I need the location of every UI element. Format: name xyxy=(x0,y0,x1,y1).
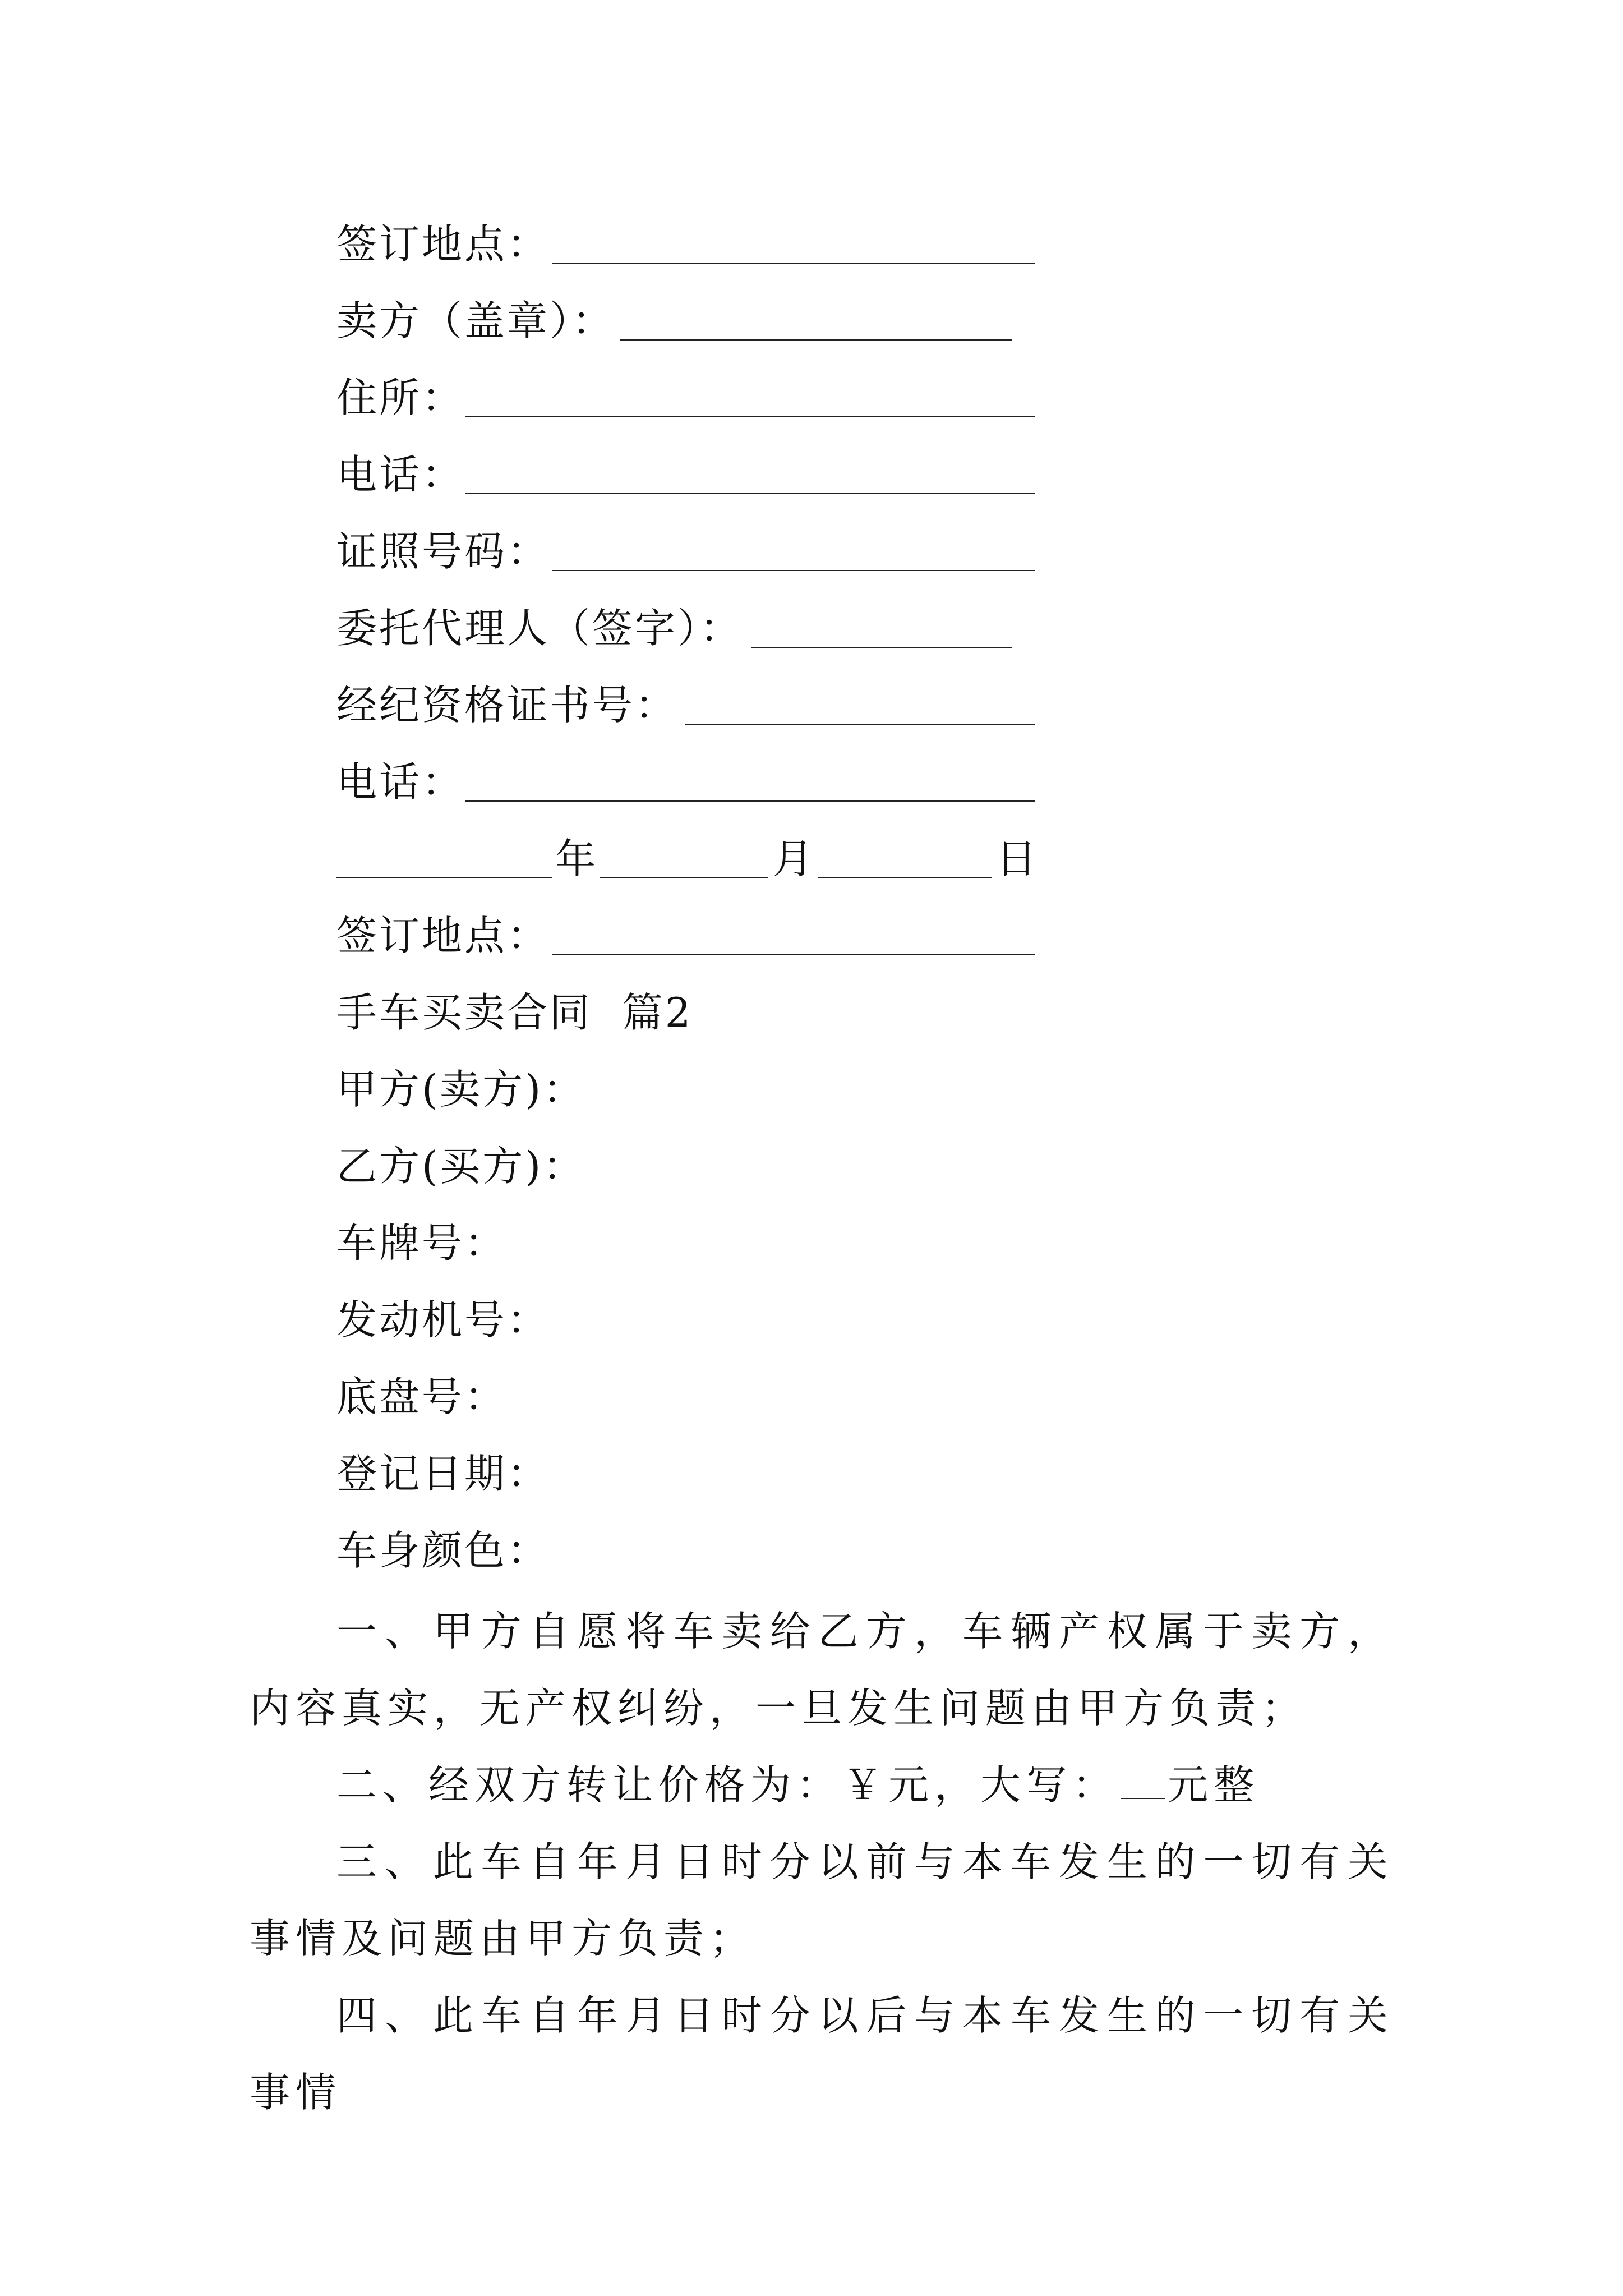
agent-signature-label: 委托代理人（签字）： xyxy=(336,605,743,652)
seller-seal-field xyxy=(336,290,615,352)
clause-3: 三、此车自年月日时分以前与本车发生的一切有关事情及问题由甲方负责； xyxy=(250,1838,1394,1962)
signing-place-field xyxy=(336,213,550,275)
year-label: 年 xyxy=(555,835,598,882)
broker-cert-blank[interactable] xyxy=(685,724,1035,725)
license-number-label: 证照号码： xyxy=(336,528,550,575)
seller-seal-label: 卖方（盖章）： xyxy=(336,297,615,344)
registration-date-label: 登记日期： xyxy=(336,1450,550,1497)
plate-number-label: 车牌号： xyxy=(336,1220,508,1267)
license-number-blank[interactable] xyxy=(552,570,1035,571)
phone-label-2: 电话： xyxy=(336,758,465,806)
clause-4: 四、此车自年月日时分以后与本车发生的一切有关事情 xyxy=(250,1992,1394,2116)
party-a-label: 甲方(卖方)： xyxy=(336,1066,586,1113)
phone-field-2 xyxy=(336,751,464,813)
month-blank[interactable] xyxy=(600,877,768,878)
clause-2 xyxy=(250,1747,1394,1824)
year-blank[interactable] xyxy=(336,877,552,878)
agent-signature-field xyxy=(336,597,743,659)
phone-field-1 xyxy=(336,444,464,505)
signing-place-blank[interactable] xyxy=(552,263,1035,264)
broker-cert-field xyxy=(336,674,677,736)
phone-blank-1[interactable] xyxy=(465,493,1035,494)
amount-words-blank[interactable] xyxy=(1121,1764,1165,1799)
clause-1: 一、甲方自愿将车卖给乙方，车辆产权属于卖方，内容真实，无产权纠纷，一旦发生问题由甲方负责； xyxy=(250,1608,1394,1732)
section-title: 手车买卖合同 篇2 xyxy=(336,989,693,1036)
signing-place-label-2: 签订地点： xyxy=(336,912,550,959)
agent-signature-blank[interactable] xyxy=(751,647,1012,648)
signing-place-field-2 xyxy=(336,905,550,967)
seller-seal-blank[interactable] xyxy=(620,339,1012,341)
clause-2-text-b: 元整 xyxy=(1168,1761,1260,1809)
day-blank[interactable] xyxy=(818,877,992,878)
address-label: 住所： xyxy=(336,374,465,421)
phone-label-1: 电话： xyxy=(336,451,465,498)
body-color-label: 车身颜色： xyxy=(336,1527,550,1574)
party-b-label: 乙方(买方)： xyxy=(336,1143,586,1190)
month-label: 月 xyxy=(773,835,816,882)
address-blank[interactable] xyxy=(465,416,1035,417)
engine-number-label: 发动机号： xyxy=(336,1296,550,1343)
phone-blank-2[interactable] xyxy=(465,800,1035,802)
address-field xyxy=(336,367,464,429)
signing-place-blank-2[interactable] xyxy=(552,954,1035,955)
chassis-number-label: 底盘号： xyxy=(336,1373,508,1420)
clause-2-text-a: 二、经双方转让价格为：￥元，大写： xyxy=(336,1761,1119,1809)
signing-place-label: 签订地点： xyxy=(336,220,550,268)
broker-cert-label: 经纪资格证书号： xyxy=(336,682,678,729)
day-label: 日 xyxy=(996,835,1039,882)
license-number-field xyxy=(336,521,550,582)
